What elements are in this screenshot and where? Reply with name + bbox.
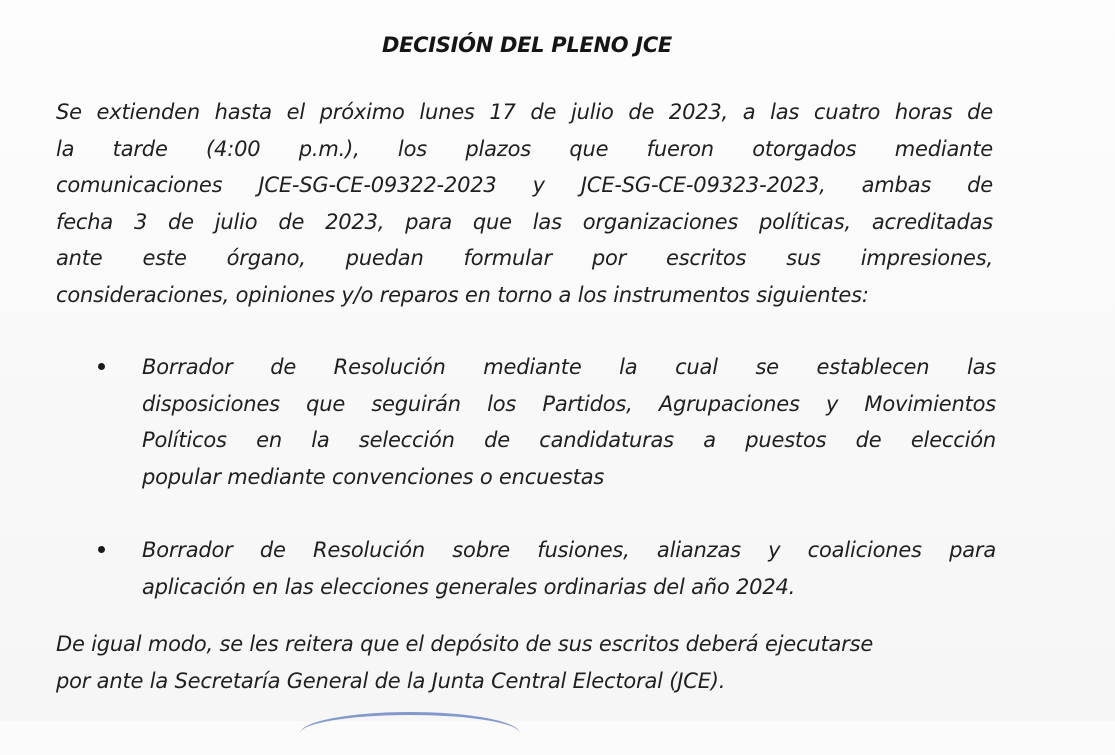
list-item-line: disposiciones que seguirán los Partidos, Agrupaciones y Movimientos (142, 391, 996, 416)
paragraph-line: por ante la Secretaría General de la Junta Central Electoral (JCE). (56, 668, 726, 693)
document-title: DECISIÓN DEL PLENO JCE (382, 33, 672, 57)
paragraph-line: De igual modo, se les reitera que el depósito de sus escritos deberá ejecutarse (56, 632, 874, 656)
list-item-line: Políticos en la selección de candidaturas a puestos de elección (142, 428, 996, 452)
list-item-line: Borrador de Resolución sobre fusiones, alianzas y coaliciones para (142, 538, 996, 562)
paragraph-line: comunicaciones JCE-SG-CE-09322-2023 y JCE-SG-CE-09323-2023, ambas de (56, 173, 993, 197)
list-item-line: Borrador de Resolución mediante la cual se establecen las (142, 355, 996, 379)
bleed-through-text (690, 0, 696, 18)
bullet-icon (98, 546, 105, 553)
list-item-resolution-alianzas (98, 532, 998, 605)
instruments-list (98, 349, 998, 605)
paragraph-line: fecha 3 de julio de 2023, para que las organizaciones políticas, acreditadas (56, 209, 993, 234)
list-item-resolution-candidaturas (98, 349, 998, 495)
bullet-icon (98, 363, 105, 370)
paragraph-line: consideraciones, opiniones y/o reparos en torno a los instrumentos siguientes: (56, 282, 869, 307)
paragraph-line: la tarde (4:00 p.m.), los plazos que fueron otorgados mediante (56, 136, 993, 161)
official-stamp (300, 712, 520, 755)
paragraph-extension-notice (56, 94, 993, 313)
paragraph-line: Se extienden hasta el próximo lunes 17 de julio de 2023, a las cuatro horas de (56, 100, 993, 124)
list-item-line: aplicación en las elecciones generales ordinarias del año 2024. (142, 574, 796, 599)
list-item-line: popular mediante convenciones o encuestas (142, 464, 605, 489)
paragraph-line: ante este órgano, puedan formular por escritos sus impresiones, (56, 246, 993, 270)
paragraph-deposit-notice (56, 626, 993, 699)
